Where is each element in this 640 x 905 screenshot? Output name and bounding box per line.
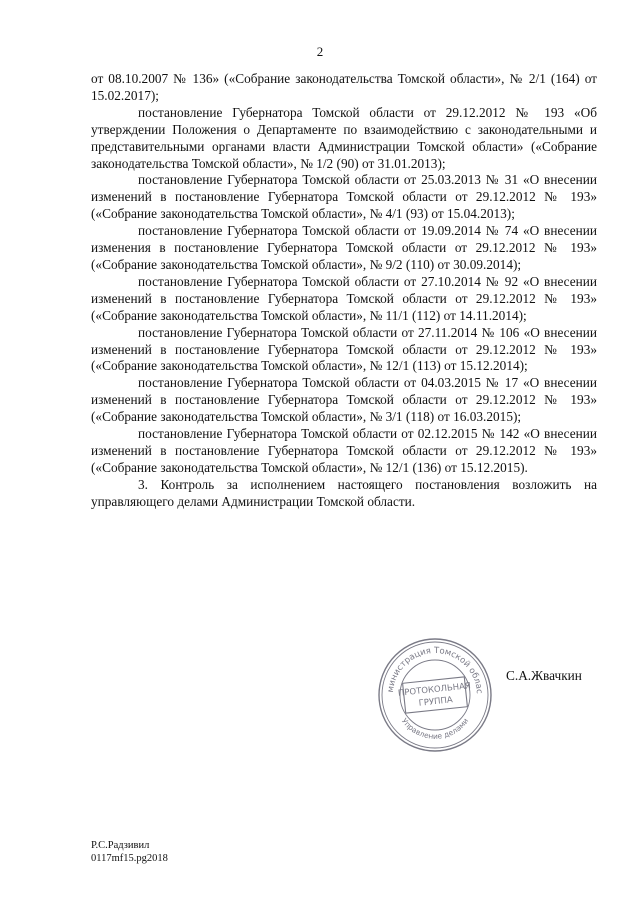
signature-name: С.А.Жвачкин bbox=[506, 668, 582, 683]
footer-doc-code: 0117mf15.pg2018 bbox=[91, 853, 168, 864]
paragraph: постановление Губернатора Томской области от 02.12.2015 № 142 «О внесении изменений в постановление Губернатора Томской области от 29.12.2012 № 193» («Собрание законодательства Томской области», № 12/1 (136) от 15.12.2015). bbox=[91, 426, 597, 475]
document-body bbox=[91, 71, 597, 511]
paragraph: постановление Губернатора Томской области от 27.11.2014 № 106 «О внесении изменений в постановление Губернатора Томской области от 29.12.2012 № 193» («Собрание законодательства Томской области», № 12/1 (113) от 15.12.2014); bbox=[91, 324, 597, 374]
paragraph: постановление Губернатора Томской области от 27.10.2014 № 92 «О внесении изменений в постановление Губернатора Томской области от 29.12.2012 № 193» («Собрание законодательства Томской области», № 11/1 (112) от 14.11.2014); bbox=[91, 273, 597, 323]
footer bbox=[91, 839, 168, 865]
page-number: 2 bbox=[316, 44, 324, 59]
paragraph: постановление Губернатора Томской области от 29.12.2012 № 193 «Об утверждении Положения о Департаменте по взаимодействию с законодательными и представительными органами власти Администрации Томской области» («Собрание законодательства Томской области», № 1/2 (90) от 31.01.2013); bbox=[91, 104, 597, 171]
stamp-inner-line-2: ГРУППА bbox=[418, 695, 454, 709]
paragraph: от 08.10.2007 № 136» («Собрание законодательства Томской области», № 2/1 (164) от 15.02.2017); bbox=[91, 71, 597, 103]
paragraph: постановление Губернатора Томской области от 25.03.2013 № 31 «О внесении изменений в постановление Губернатора Томской области от 29.12.2012 № 193» («Собрание законодательства Томской области», № 4/1 (93) от 15.04.2013); bbox=[91, 172, 597, 222]
paragraph: постановление Губернатора Томской области от 19.09.2014 № 74 «О внесении изменения в постановление Губернатора Томской области от 29.12.2012 № 193» («Собрание законодательства Томской области», № 9/2 (110) от 30.09.2014); bbox=[91, 223, 597, 272]
official-stamp bbox=[376, 636, 494, 754]
paragraph: постановление Губернатора Томской области от 04.03.2015 № 17 «О внесении изменений в постановление Губернатора Томской области от 29.12.2012 № 193» («Собрание законодательства Томской области», № 3/1 (118) от 16.03.2015); bbox=[91, 375, 597, 425]
stamp-outer-text: министрация Томской облас bbox=[385, 645, 485, 695]
paragraph: 3. Контроль за исполнением настоящего постановления возложить на управляющего делами Администрации Томской области. bbox=[91, 476, 597, 509]
footer-author: Р.С.Радзивил bbox=[91, 840, 150, 851]
stamp-bottom-text: Управление делами bbox=[399, 716, 471, 741]
stamp-inner-line-1: ПРОТОКОЛЬНАЯ bbox=[397, 681, 472, 699]
stamp-seal-icon bbox=[376, 636, 494, 754]
